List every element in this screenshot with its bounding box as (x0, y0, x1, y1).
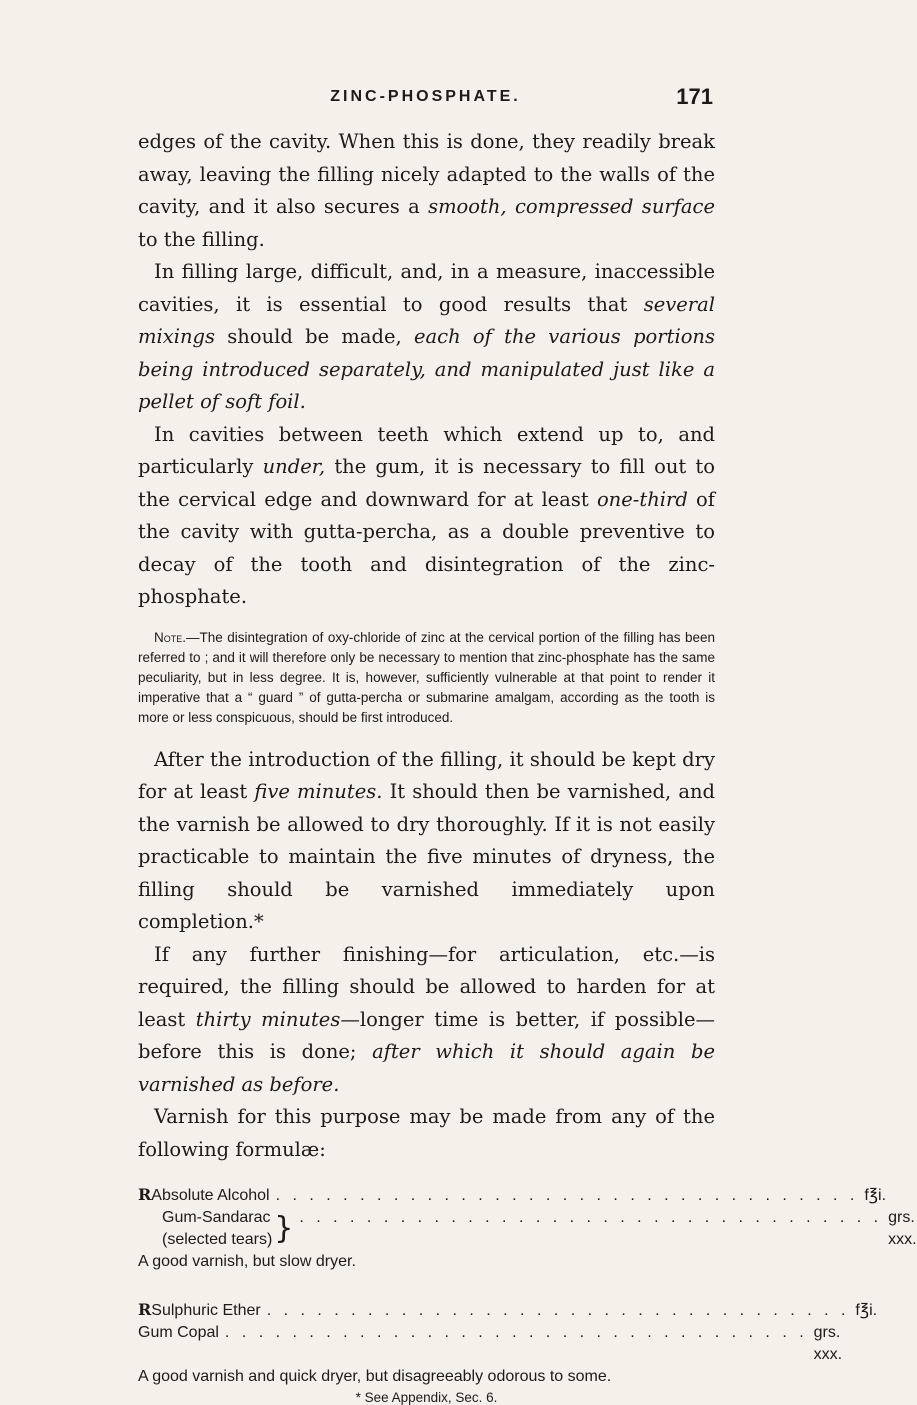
page-number: 171 (676, 84, 713, 109)
recipe-symbol: R (138, 1185, 152, 1204)
page-header (138, 84, 713, 118)
paragraph-2: In filling large, difficult, and, in a measure, inaccessible cavities, it is essential to good results that several mixings should be made, each of the various portions being introduced separately, and manipulated just like a pellet of soft foil. (138, 260, 715, 413)
paragraph-4: After the introduction of the filling, it should be kept dry for at least five minutes. It should then be varnished, and the varnish be allowed to dry thoroughly. If it is not easily practicable to maintain the five minutes of dryness, the filling should be varnished immediately upon completion.* (138, 747, 715, 933)
paragraph-1: edges of the cavity. When this is done, they readily break away, leaving the filling nicely adapted to the walls of the cavity, and it also secures a smooth, compressed surface to the filling. (138, 130, 715, 251)
formula-1 (138, 1184, 917, 1273)
paragraph-5: If any further finishing—for articulation, etc.—is required, the filling should be allowed to harden for at least thirty minutes—longer time is better, if possible—before this is done; after which it should again be varnished as before. (138, 942, 715, 1096)
paragraph-3: In cavities between teeth which extend up to, and particularly under, the gum, it is necessary to fill out to the cervical edge and downward for at least one-third of the cavity with gutta-percha, as a double preventive to decay of the tooth and disintegration of the zinc-phosphate. (138, 422, 716, 608)
formula-1-line-1: R Absolute Alcohol . . . . . . . . . . . . . . . . . . . . . . . . . . . . . . . . . . . f℥i. (138, 1185, 887, 1204)
formula-2-line-1: R Sulphuric Ether . . . . . . . . . . . . . . . . . . . . . . . . . . . . . . . . . . . f℥i. (138, 1300, 878, 1319)
note-paragraph: Note.—The disintegration of oxy-chloride of zinc at the cervical portion of the filling has been referred to ; and it will therefore only be necessary to mention that zinc-phosphate has the same peculiarity, but in less degree. It is, however, sufficiently vulnerable at that point to render it imperative that a “ guard ” of gutta-percha or submarine amalgam, according as the tooth is more or less conspicuous, should be first introduced. (138, 629, 715, 725)
note-label: Note. (154, 629, 187, 645)
footnote: * See Appendix, Sec. 6. (355, 1390, 498, 1405)
brace-glyph: } (274, 1211, 294, 1246)
running-head: ZINC-PHOSPHATE. (330, 88, 521, 105)
recipe-symbol: R (138, 1300, 152, 1319)
formula-1-line-2: Gum-Sandarac (selected tears) } . . . . . . . . . . . . . . . . . . . . . . . . . . . . . . . . . . . grs. xxx. (162, 1209, 917, 1248)
formula-2 (138, 1299, 878, 1388)
page-body (138, 126, 917, 1405)
paragraph-6: Varnish for this purpose may be made from any of the following formulæ: (138, 1105, 715, 1161)
formula-1-remark: A good varnish, but slow dryer. (138, 1253, 356, 1270)
formula-2-remark: A good varnish and quick dryer, but disagreeably odorous to some. (138, 1368, 612, 1385)
formula-2-line-2: Gum Copal . . . . . . . . . . . . . . . . . . . . . . . . . . . . . . . . . . . grs. xxx. (138, 1324, 843, 1363)
